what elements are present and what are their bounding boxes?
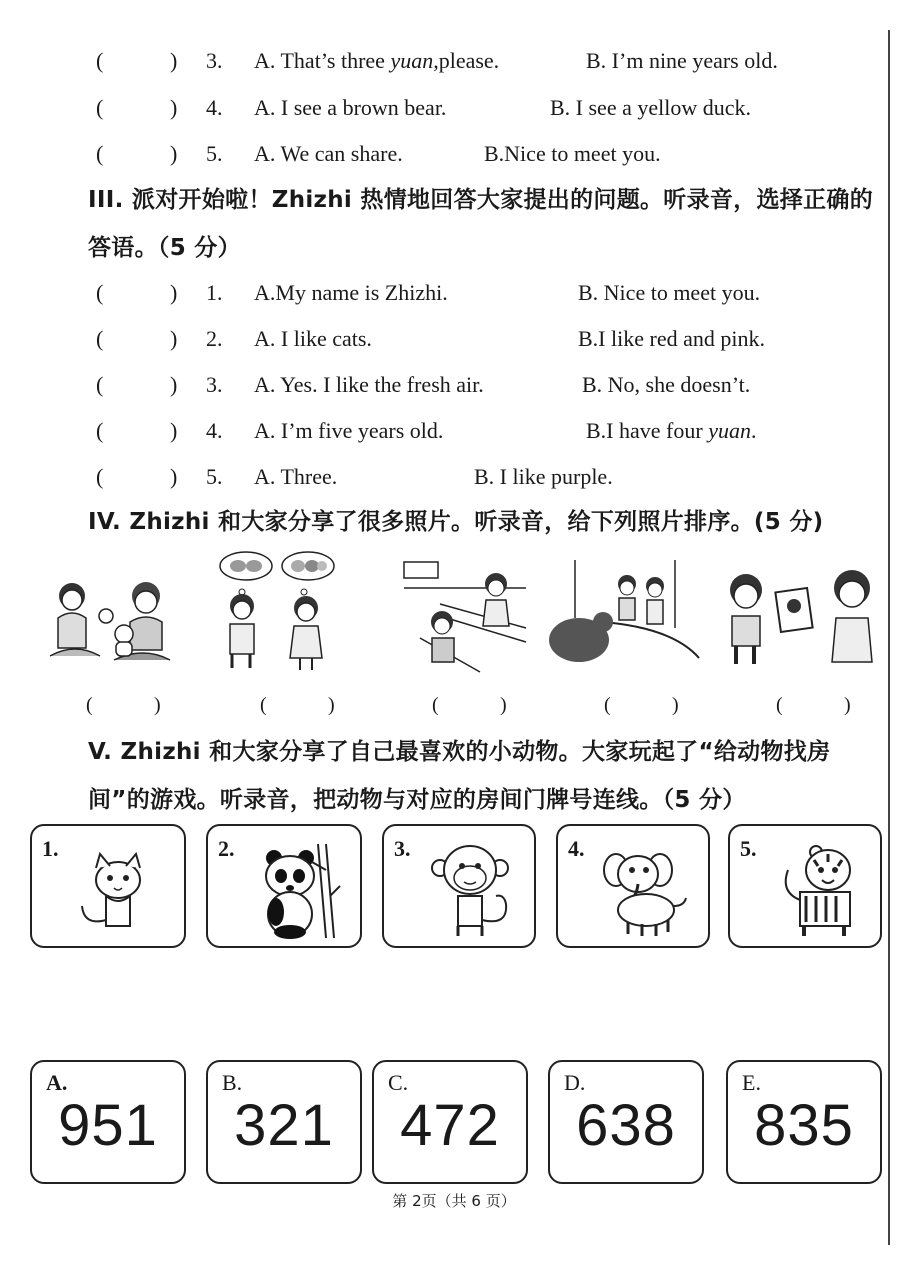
room-card-b[interactable] xyxy=(206,1060,362,1184)
option-b: B.I like red and pink. xyxy=(578,326,765,351)
children-bear-illustration xyxy=(545,548,700,673)
option-b: B. I like purple. xyxy=(474,464,613,489)
room-card-label: C. xyxy=(388,1070,409,1095)
cat-icon xyxy=(68,840,168,940)
room-number: 321 xyxy=(234,1093,334,1158)
section-4-title: IV. Zhizhi 和大家分享了很多照片。听录音，给下列照片排序。(5 分) xyxy=(88,509,824,535)
animal-card-tiger[interactable] xyxy=(728,824,882,948)
option-b: B.Nice to meet you. xyxy=(484,141,661,166)
animal-card-panda[interactable] xyxy=(206,824,362,948)
room-card-c[interactable] xyxy=(372,1060,528,1184)
question-number: 1. xyxy=(206,280,223,305)
animal-card-monkey[interactable] xyxy=(382,824,536,948)
panda-icon xyxy=(244,840,344,940)
animal-card-cat[interactable] xyxy=(30,824,186,948)
option-b: B. I see a yellow duck. xyxy=(550,95,751,120)
children-thinking-illustration xyxy=(212,548,342,673)
question-row: ( ) 4. A. I’m five years old. B.I have four yuan. xyxy=(96,418,757,443)
question-number: 4. xyxy=(206,418,223,443)
monkey-icon xyxy=(420,840,520,940)
photo-children-with-photo xyxy=(722,548,882,673)
section-3-title: III. 派对开始啦！Zhizhi 热情地回答大家提出的问题。听录音，选择正确的答语。（5 分） xyxy=(88,187,874,261)
question-number: 2. xyxy=(206,326,223,351)
option-a: A. I like cats. xyxy=(254,326,372,351)
room-number: 951 xyxy=(58,1093,158,1158)
elephant-icon xyxy=(594,840,694,940)
room-number: 835 xyxy=(754,1093,854,1158)
option-a: A. We can share. xyxy=(254,141,403,166)
animal-card-label: 4. xyxy=(568,836,585,861)
question-row: ( ) 1. A.My name is Zhizhi. B. Nice to meet you. xyxy=(96,280,761,305)
animal-card-label: 2. xyxy=(218,836,235,861)
option-b: B. I’m nine years old. xyxy=(586,48,778,73)
question-row: ( ) 5. A. Three. B. I like purple. xyxy=(96,464,613,489)
question-number: 5. xyxy=(206,464,223,489)
option-a: A. I see a brown bear. xyxy=(254,95,447,120)
option-b: B. Nice to meet you. xyxy=(578,280,761,305)
option-a: A. Yes. I like the fresh air. xyxy=(254,372,484,397)
animal-card-label: 3. xyxy=(394,836,411,861)
photo-children-thinking-of-food xyxy=(212,548,342,673)
children-toys-illustration xyxy=(44,548,174,673)
question-row: ( ) 2. A. I like cats. B.I like red and pink. xyxy=(96,326,765,351)
photo-children-watching-bear xyxy=(545,548,700,673)
children-photo-illustration xyxy=(722,548,882,673)
option-a: A.My name is Zhizhi. xyxy=(254,280,448,305)
page-footer: 第 2页（共 6 页） xyxy=(392,1192,516,1210)
section-5-title: V. Zhizhi 和大家分享了自己最喜欢的小动物。大家玩起了“给动物找房间”的游戏。听录音，把动物与对应的房间门牌号连线。（5 分） xyxy=(88,739,831,813)
question-row: ( ) 4. A. I see a brown bear. B. I see a yellow duck. xyxy=(96,95,751,120)
question-row: ( ) 3. A. Yes. I like the fresh air. B. No, she doesn’t. xyxy=(96,372,751,397)
room-card-label: A. xyxy=(46,1070,68,1095)
room-number: 472 xyxy=(400,1093,500,1158)
option-b: B. No, she doesn’t. xyxy=(582,372,751,397)
animal-card-label: 1. xyxy=(42,836,59,861)
children-stairs-illustration xyxy=(400,548,530,673)
room-card-d[interactable] xyxy=(548,1060,704,1184)
page-edge-line xyxy=(888,30,890,1245)
question-row: ( ) 5. A. We can share. B.Nice to meet you. xyxy=(96,141,661,166)
option-a: A. That’s three yuan,please. xyxy=(254,48,500,73)
animal-card-label: 5. xyxy=(740,836,757,861)
option-b: B.I have four yuan. xyxy=(586,418,757,443)
room-number: 638 xyxy=(576,1093,676,1158)
photo-children-with-toys xyxy=(44,548,174,673)
option-a: A. I’m five years old. xyxy=(254,418,444,443)
room-card-e[interactable] xyxy=(726,1060,882,1184)
question-row: ( ) 3. A. That’s three yuan,please. B. I’m nine years old. xyxy=(96,48,778,73)
room-card-label: E. xyxy=(742,1070,761,1095)
question-number: 3. xyxy=(206,372,223,397)
photo-children-on-stairs xyxy=(400,548,530,673)
question-number: 4. xyxy=(206,95,223,120)
option-a: A. Three. xyxy=(254,464,338,489)
animal-card-elephant[interactable] xyxy=(556,824,710,948)
question-number: 5. xyxy=(206,141,223,166)
room-card-label: B. xyxy=(222,1070,243,1095)
room-card-a[interactable] xyxy=(30,1060,186,1184)
room-card-label: D. xyxy=(564,1070,586,1095)
question-number: 3. xyxy=(206,48,223,73)
tiger-icon xyxy=(766,840,866,940)
